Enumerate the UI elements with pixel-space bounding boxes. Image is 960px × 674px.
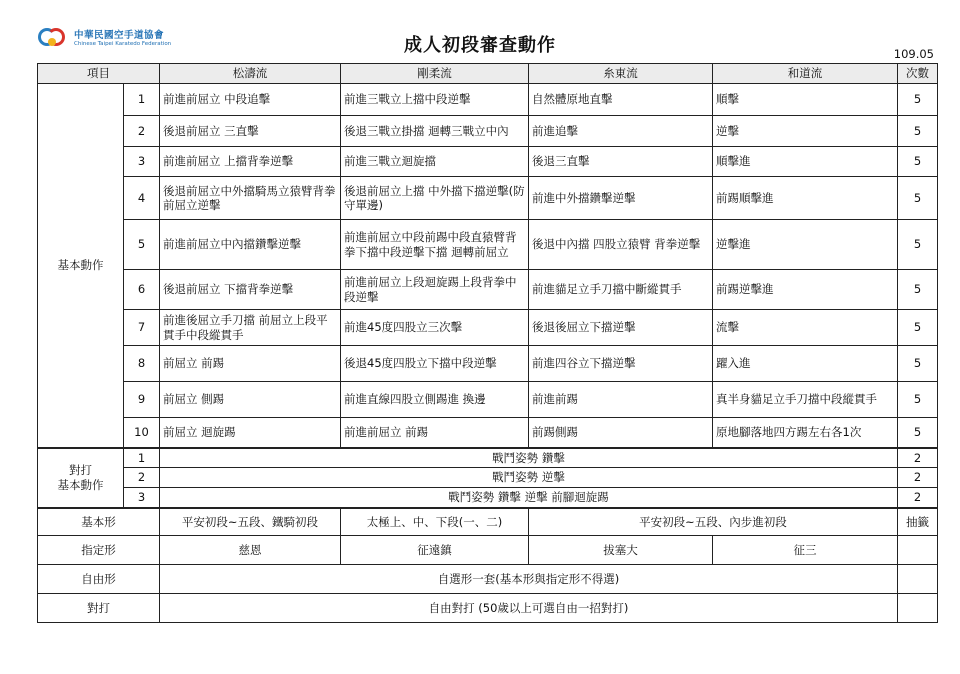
cell-count: 抽籤 — [898, 508, 938, 536]
table-row — [38, 147, 938, 177]
table-row — [38, 468, 938, 488]
row-number: 1 — [124, 84, 160, 116]
kata-basic-label: 基本形 — [38, 508, 160, 536]
cell-goju: 太極上、中、下段(一、二) — [341, 508, 529, 536]
cell-shito: 前進貓足立手刀擋中斷縱貫手 — [529, 270, 713, 310]
table-row — [38, 594, 938, 623]
cell-shoto: 後退前屈立 下擋背拳逆擊 — [160, 270, 341, 310]
row-number: 3 — [124, 488, 160, 508]
row-number: 2 — [124, 116, 160, 147]
logo-name-zh: 中華民國空手道協會 — [74, 29, 165, 41]
document-date: 109.05 — [893, 47, 934, 61]
header-goju: 剛柔流 — [341, 64, 529, 84]
cell-count: 5 — [898, 270, 938, 310]
header-shito: 糸東流 — [529, 64, 713, 84]
cell-goju: 後退三戰立掛擋 迴轉三戰立中內 — [341, 116, 529, 147]
kumite-label: 對打 — [38, 594, 160, 623]
table-row — [38, 177, 938, 220]
cell-wado: 躍入進 — [713, 346, 898, 382]
table-row — [38, 448, 938, 468]
row-number: 4 — [124, 177, 160, 220]
exam-requirements-table — [37, 63, 938, 623]
logo-name-en: Chinese Taipei Karatedo Federation — [74, 41, 172, 47]
header-shoto: 松濤流 — [160, 64, 341, 84]
cell-count — [898, 594, 938, 623]
cell-wado: 原地腳落地四方踢左右各1次 — [713, 418, 898, 448]
row-number: 10 — [124, 418, 160, 448]
cell-goju: 後退45度四股立下擋中段逆擊 — [341, 346, 529, 382]
cell-count: 5 — [898, 177, 938, 220]
cell-shoto: 平安初段~五段、鐵騎初段 — [160, 508, 341, 536]
table-row — [38, 84, 938, 116]
table-row — [38, 536, 938, 565]
cell-goju: 前進前屈立中段前踢中段直猿臂背拳下擋中段逆擊下擋 迴轉前屈立 — [341, 220, 529, 270]
cell-wado: 前踢逆擊進 — [713, 270, 898, 310]
cell-goju: 前進前屈立 前踢 — [341, 418, 529, 448]
cell-shito: 後退中內擋 四股立猿臂 背拳逆擊 — [529, 220, 713, 270]
cell-count: 2 — [898, 488, 938, 508]
cell-count: 5 — [898, 220, 938, 270]
cell-sparring: 戰鬥姿勢 逆擊 — [160, 468, 898, 488]
header-item: 項目 — [38, 64, 160, 84]
cell-shoto: 前屈立 迴旋踢 — [160, 418, 341, 448]
row-number: 5 — [124, 220, 160, 270]
cell-goju: 前進三戰立上擋中段逆擊 — [341, 84, 529, 116]
cell-shito: 前進追擊 — [529, 116, 713, 147]
cell-goju: 後退前屈立上擋 中外擋下擋逆擊(防守單邊) — [341, 177, 529, 220]
cell-shito: 拔塞大 — [529, 536, 713, 565]
basic-section-label: 基本動作 — [38, 84, 124, 448]
cell-count: 5 — [898, 382, 938, 418]
cell-count: 5 — [898, 346, 938, 382]
cell-count: 5 — [898, 310, 938, 346]
cell-shoto: 前屈立 前踢 — [160, 346, 341, 382]
cell-goju: 前進直線四股立側踢進 換邊 — [341, 382, 529, 418]
sparring-label-line1: 對打 — [69, 463, 92, 478]
cell-count: 5 — [898, 418, 938, 448]
cell-shito: 後退後屈立下擋逆擊 — [529, 310, 713, 346]
cell-shito: 自然體原地直擊 — [529, 84, 713, 116]
row-number: 7 — [124, 310, 160, 346]
table-row — [38, 346, 938, 382]
table-row — [38, 508, 938, 536]
cell-wado: 前踢順擊進 — [713, 177, 898, 220]
kata-free-label: 自由形 — [38, 565, 160, 594]
cell-kumite: 自由對打 (50歲以上可選自由一招對打) — [160, 594, 898, 623]
table-row — [38, 565, 938, 594]
table-row — [38, 310, 938, 346]
table-row — [38, 270, 938, 310]
cell-sparring: 戰鬥姿勢 鑽擊 逆擊 前腳迴旋踢 — [160, 488, 898, 508]
header-wado: 和道流 — [713, 64, 898, 84]
cell-wado: 真半身貓足立手刀擋中段縱貫手 — [713, 382, 898, 418]
table-row — [38, 220, 938, 270]
cell-shoto: 前進前屈立中內擋鑽擊逆擊 — [160, 220, 341, 270]
cell-wado: 逆擊進 — [713, 220, 898, 270]
sparring-section-label — [38, 448, 124, 508]
sparring-label-line2: 基本動作 — [57, 477, 104, 492]
cell-wado: 流擊 — [713, 310, 898, 346]
cell-count: 2 — [898, 448, 938, 468]
cell-shoto: 前屈立 側踢 — [160, 382, 341, 418]
table-row — [38, 418, 938, 448]
cell-wado: 逆擊 — [713, 116, 898, 147]
row-number: 3 — [124, 147, 160, 177]
cell-shoto: 慈恩 — [160, 536, 341, 565]
cell-shoto: 前進前屈立 中段追擊 — [160, 84, 341, 116]
cell-shito: 前進前踢 — [529, 382, 713, 418]
page-title: 成人初段審查動作 — [404, 35, 556, 56]
cell-wado: 順擊進 — [713, 147, 898, 177]
cell-shito: 前踢側踢 — [529, 418, 713, 448]
row-number: 8 — [124, 346, 160, 382]
table-row — [38, 382, 938, 418]
cell-wado: 征三 — [713, 536, 898, 565]
cell-shoto: 前進後屈立手刀擋 前屈立上段平貫手中段縱貫手 — [160, 310, 341, 346]
header-count: 次數 — [898, 64, 938, 84]
cell-wado: 順擊 — [713, 84, 898, 116]
cell-shito: 後退三直擊 — [529, 147, 713, 177]
cell-shoto: 前進前屈立 上擋背拳逆擊 — [160, 147, 341, 177]
cell-shoto: 後退前屈立中外擋騎馬立猿臂背拳 前屈立逆擊 — [160, 177, 341, 220]
row-number: 6 — [124, 270, 160, 310]
cell-shito-wado: 平安初段~五段、內步進初段 — [529, 508, 898, 536]
cell-count: 5 — [898, 116, 938, 147]
cell-count — [898, 565, 938, 594]
cell-shito: 前進四谷立下擋逆擊 — [529, 346, 713, 382]
row-number: 1 — [124, 448, 160, 468]
table-header-row — [38, 64, 938, 84]
table-row — [38, 116, 938, 147]
cell-count: 2 — [898, 468, 938, 488]
cell-count — [898, 536, 938, 565]
cell-kata-free: 自選形一套(基本形與指定形不得選) — [160, 565, 898, 594]
row-number: 9 — [124, 382, 160, 418]
cell-goju: 前進三戰立迴旋擋 — [341, 147, 529, 177]
kata-designated-label: 指定形 — [38, 536, 160, 565]
cell-count: 5 — [898, 84, 938, 116]
cell-goju: 前進45度四股立三次擊 — [341, 310, 529, 346]
cell-goju: 征遠鎮 — [341, 536, 529, 565]
cell-count: 5 — [898, 147, 938, 177]
cell-goju: 前進前屈立上段迴旋踢上段背拳中段逆擊 — [341, 270, 529, 310]
cell-shito: 前進中外擋鑽擊逆擊 — [529, 177, 713, 220]
cell-shoto: 後退前屈立 三直擊 — [160, 116, 341, 147]
cell-sparring: 戰鬥姿勢 鑽擊 — [160, 448, 898, 468]
row-number: 2 — [124, 468, 160, 488]
table-row — [38, 488, 938, 508]
